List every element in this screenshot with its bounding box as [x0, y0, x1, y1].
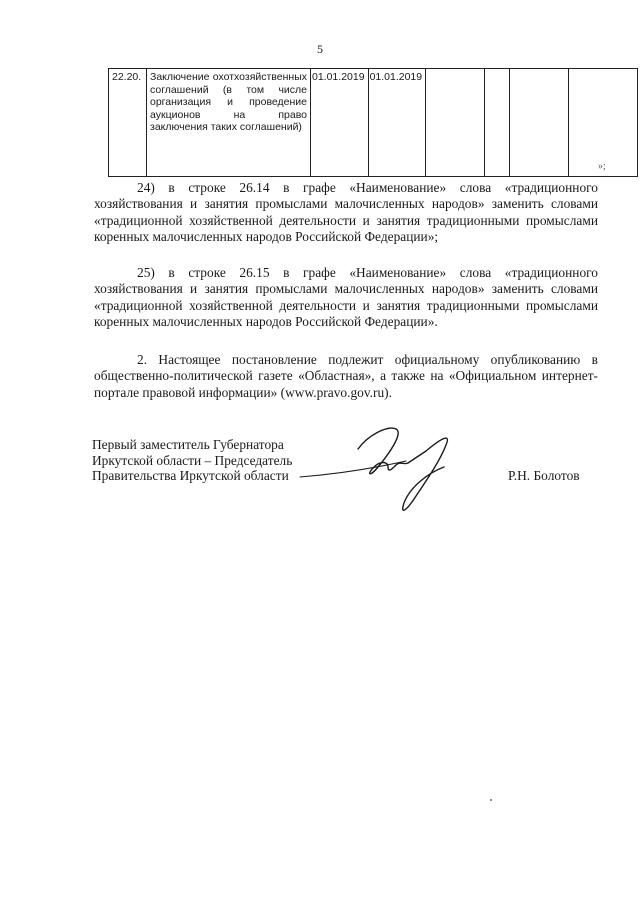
handwritten-signature [296, 415, 476, 525]
row-end-date-cell: 01.01.2019 [368, 69, 426, 177]
signatory-name: Р.Н. Болотов [508, 468, 580, 483]
paragraph: 25) в строке 26.15 в графе «Наименование» слова «традиционного хозяйствования и занятия промыслами малочисленных народов» заменить словами «традиционной хозяйственной деятельности и занятия традиционными промыслами коренных малочисленных народов Российской Федерации». [94, 265, 598, 330]
amendment-25 [94, 265, 598, 331]
table-row [109, 69, 638, 177]
empty-cell [510, 69, 569, 177]
paragraph: 2. Настоящее постановление подлежит официальному опубликованию в общественно-политической газете «Областная», а также на «Официальном интернет-портале правовой информации» (www.pravo.gov.ru). [94, 352, 598, 400]
signatory-title-line: Первый заместитель Губернатора [92, 437, 284, 452]
scan-speck [490, 799, 492, 801]
empty-cell [426, 69, 485, 177]
row-name-cell: Заключение охотхозяйственных соглашений (в том числе организация и проведение аукционов на право заключения таких соглашений) [147, 69, 311, 177]
paragraph: 24) в строке 26.14 в графе «Наименование» слова «традиционного хозяйствования и занятия промыслами малочисленных народов» заменить словами «традиционной хозяйственной деятельности и занятия традиционными промыслами коренных малочисленных народов Российской Федерации»; [94, 180, 598, 245]
table-closing-quote: »; [598, 161, 606, 172]
publication-clause [94, 352, 598, 401]
page-number: 5 [317, 42, 323, 56]
signatory-title [92, 437, 292, 484]
row-start-date-cell: 01.01.2019 [311, 69, 369, 177]
empty-cell [485, 69, 510, 177]
signatory-title-line: Правительства Иркутской области [92, 468, 289, 483]
amendment-24 [94, 180, 598, 246]
row-number-cell: 22.20. [109, 69, 147, 177]
signatory-title-line: Иркутской области – Председатель [92, 452, 293, 468]
activity-table [108, 68, 638, 177]
